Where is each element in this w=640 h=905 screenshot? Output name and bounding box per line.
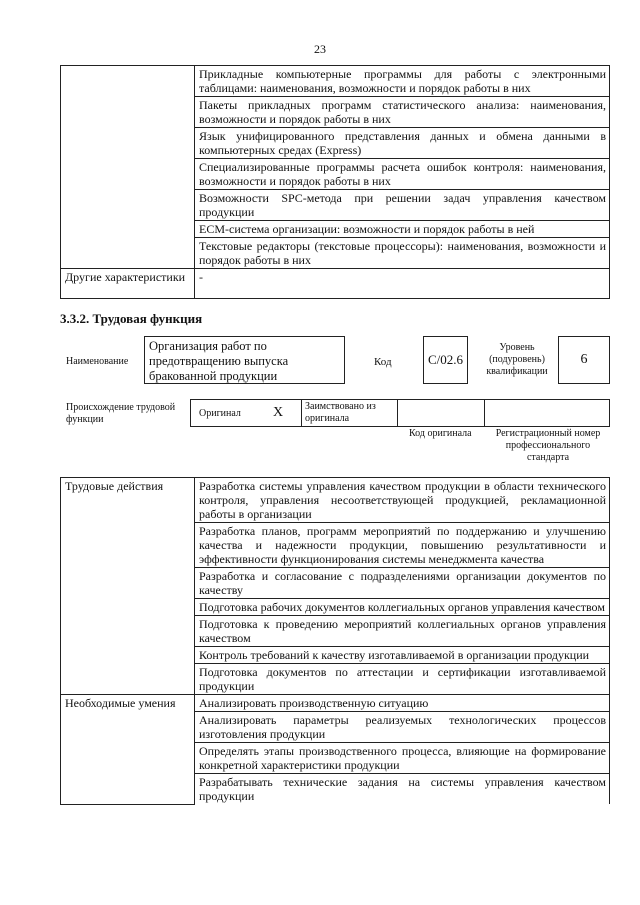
labor-action: Разработка системы управления качеством продукции в области технического контроля, управления несоответствующей продукцией, рекламационной работы в организации [195,478,610,523]
labor-action: Контроль требований к качеству изготавливаемой в организации продукции [195,647,610,664]
labor-action: Подготовка документов по аттестации и сертификации изготавливаемой продукции [195,664,610,695]
skill-item: Определять этапы производственного процесса, влияющие на формирование конкретной характеристики продукции [195,743,610,774]
page-number: 23 [314,42,326,56]
knowledge-item: Специализированные программы расчета ошибок контроля: наименования, возможности и порядок работы в них [195,159,610,190]
skill-item: Разрабатывать технические задания на системы управления качеством продукции [195,774,610,805]
origin-row [190,399,610,427]
function-code-box: С/02.6 [423,336,468,384]
divider [484,400,485,426]
knowledge-item: Пакеты прикладных программ статистического анализа: наименования, возможности и порядок работы в них [195,97,610,128]
knowledge-item: Возможности SPC-метода при решении задач управления качеством продукции [195,190,610,221]
code-original-label: Код оригинала [409,428,472,439]
labor-actions-label: Трудовые действия [61,478,195,695]
table-row [61,695,610,712]
divider [397,400,398,426]
knowledge-item: Язык унифицированного представления данных и обмена данными в компьютерных средах (Express) [195,128,610,159]
code-label: Код [374,356,392,368]
function-name-box: Организация работ по предотвращению выпуска бракованной продукции [144,336,345,384]
original-mark: X [273,405,284,420]
original-label: Оригинал [199,408,241,419]
qualification-level-box: 6 [558,336,610,384]
table-row [61,478,610,523]
knowledge-item: Текстовые редакторы (текстовые процессоры): наименования, возможности и порядок работы в них [195,238,610,269]
labor-action: Подготовка рабочих документов коллегиальных органов управления качеством [195,599,610,616]
skills-label: Необходимые умения [61,695,195,805]
knowledge-item: ECM-система организации: возможности и порядок работы в ней [195,221,610,238]
knowledge-item: Прикладные компьютерные программы для работы с электронными таблицами: наименования, возможности и порядок работы в них [195,66,610,97]
empty-label-cell [61,66,195,269]
skill-item: Анализировать параметры реализуемых технологических процессов изготовления продукции [195,712,610,743]
labor-action: Подготовка к проведению мероприятий коллегиальных органов управления качеством [195,616,610,647]
other-characteristics-label: Другие характеристики [61,269,195,299]
section-heading: 3.3.2. Трудовая функция [60,311,203,326]
skill-item: Анализировать производственную ситуацию [195,695,610,712]
labor-action: Разработка планов, программ мероприятий по поддержанию и улучшению качества и надежности продукции, повышению результативности и эффективности функционирования системы менеджмента качества [195,523,610,568]
level-label: Уровень (подуровень) квалификации [486,342,548,377]
reg-number-label: Регистрационный номер профессионального стандарта [495,428,601,463]
labor-action: Разработка и согласование с подразделениями организации документов по качеству [195,568,610,599]
other-characteristics-value: - [195,269,610,299]
table-row [61,66,610,97]
origin-label: Происхождение трудовой функции [66,402,176,425]
divider [301,400,302,426]
labor-function-table [60,477,610,805]
table-row [61,269,610,299]
name-label: Наименование [66,356,129,367]
knowledge-table-continued [60,65,610,299]
borrowed-label: Заимствовано из оригинала [305,401,376,424]
